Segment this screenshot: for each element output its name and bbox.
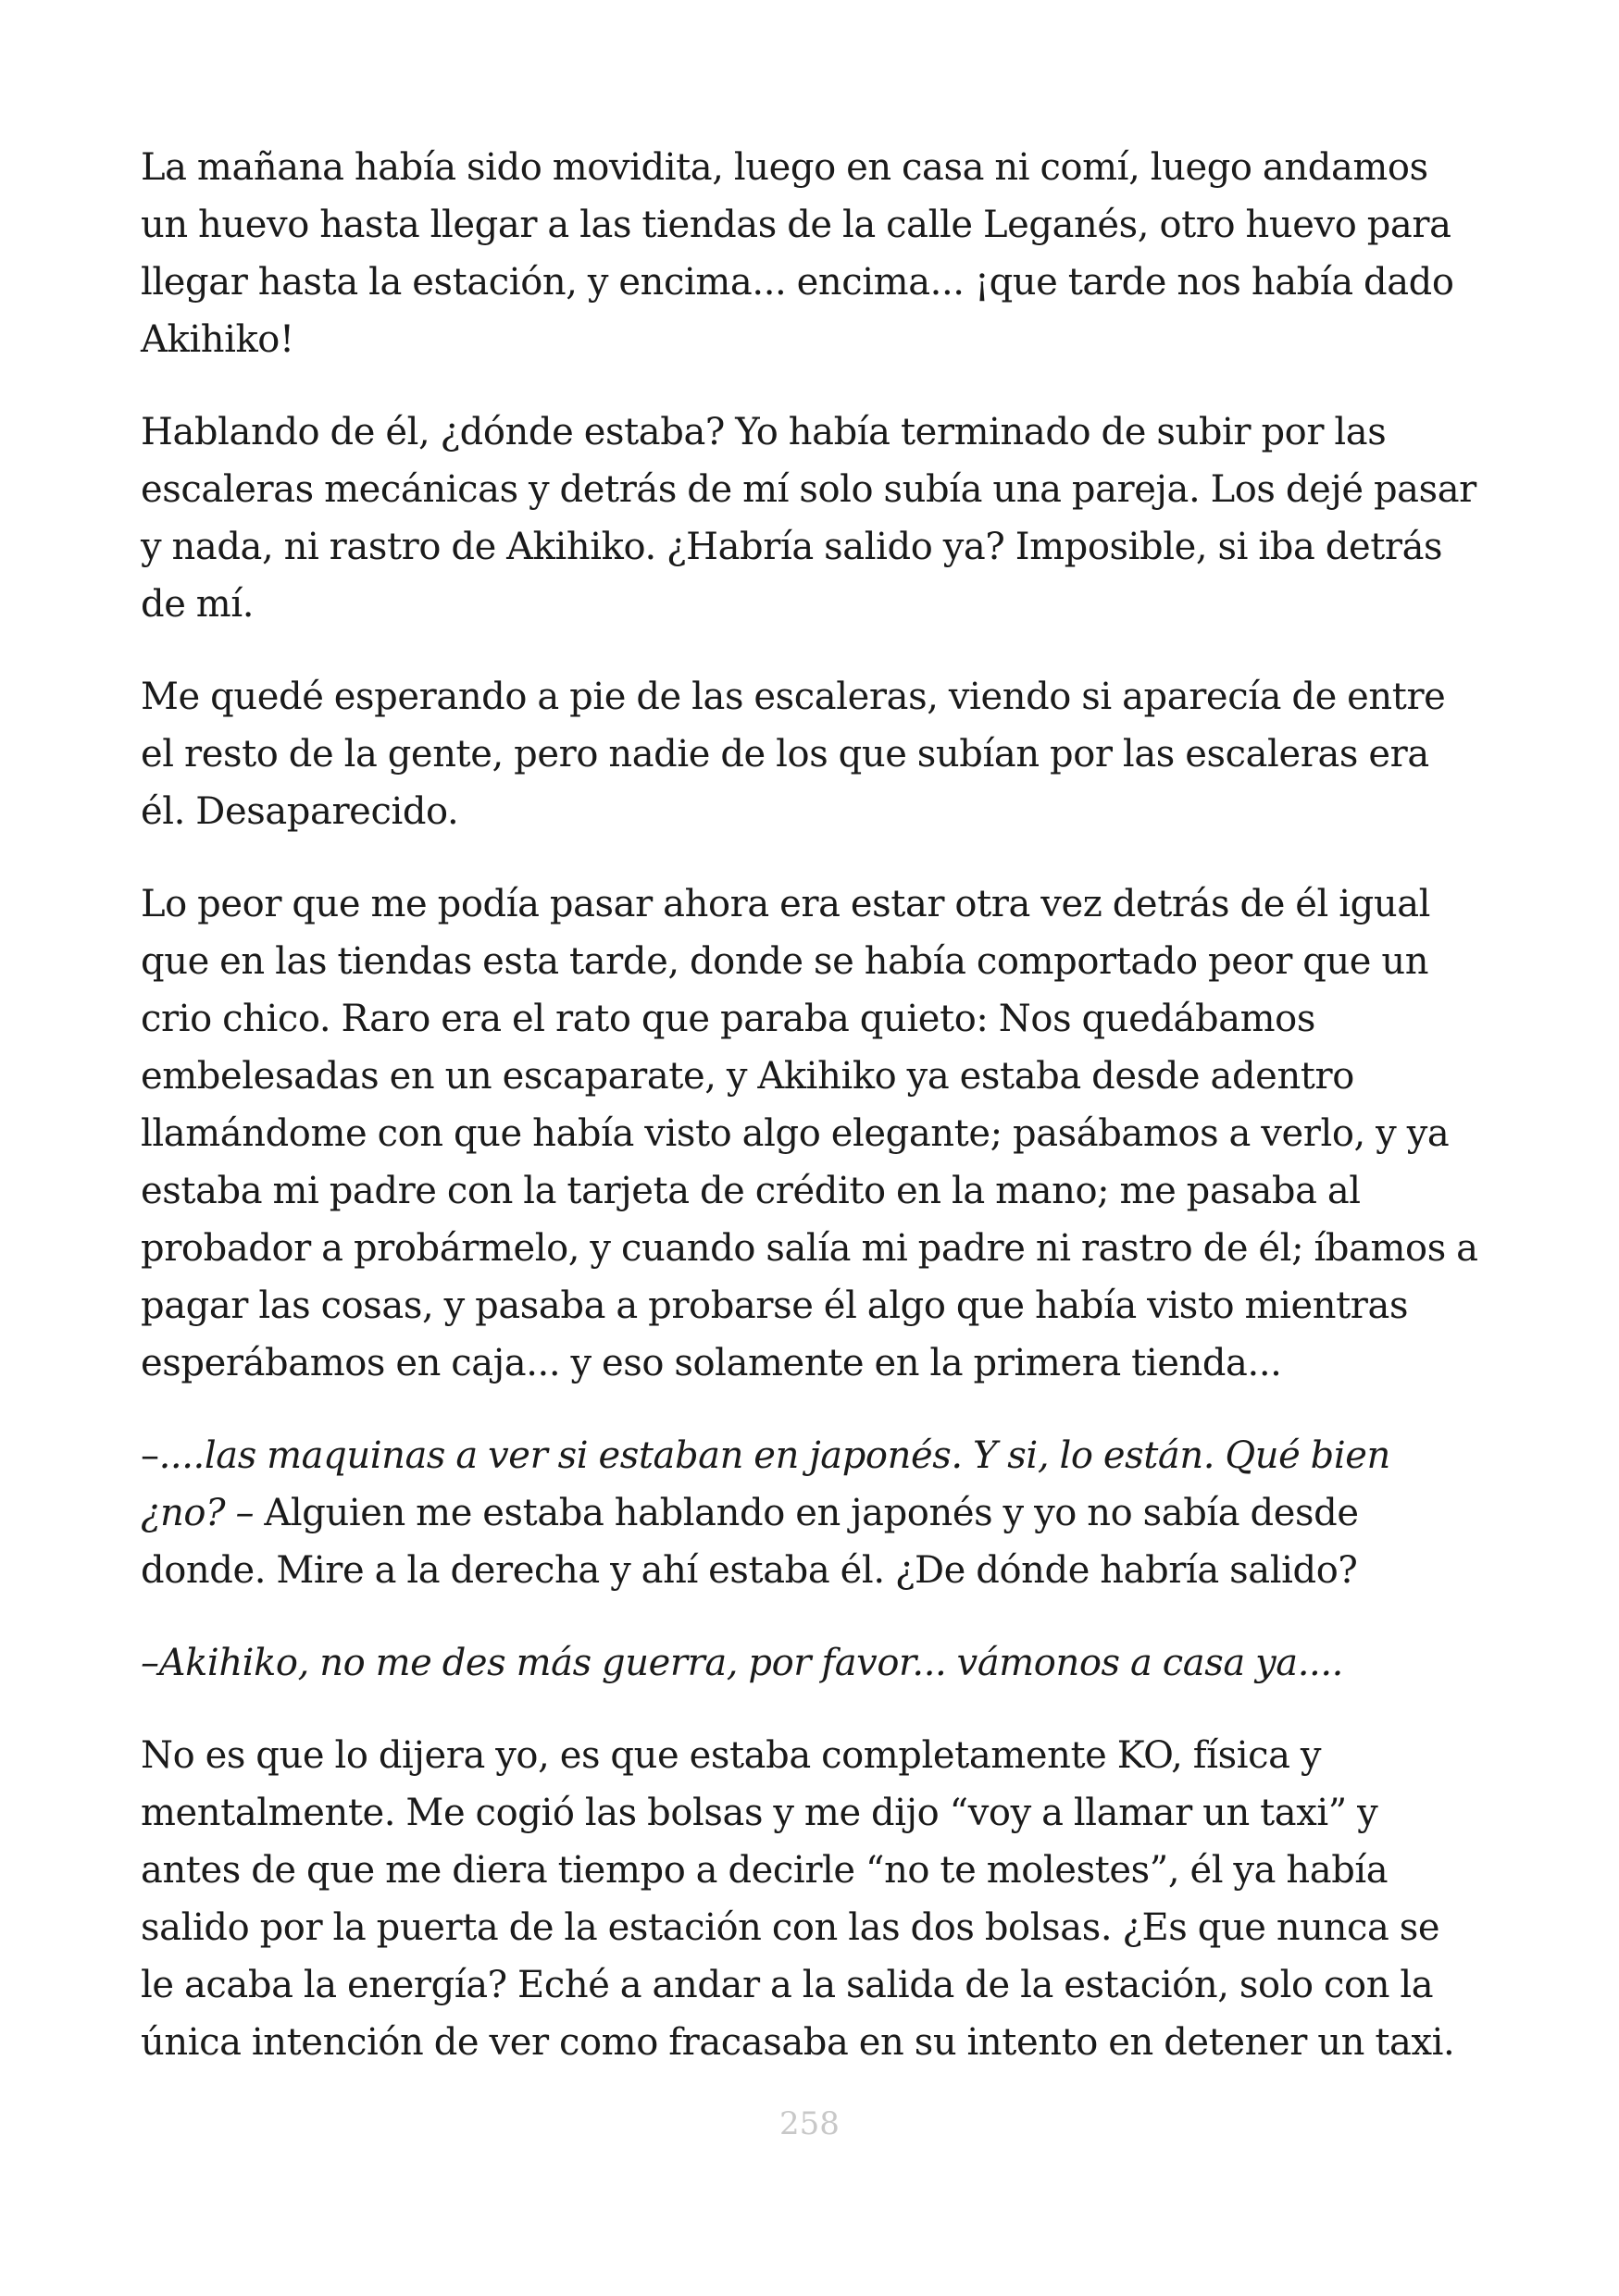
paragraph [141, 1427, 1483, 1599]
italic-dialogue-paragraph: –Akihiko, no me des más guerra, por favor... vámonos a casa ya.... [141, 1642, 1343, 1684]
page-number: 258 [779, 2105, 840, 2142]
italic-dialogue: ....las maquinas a ver si estaban en japonés. Y si, lo están. Qué bien ¿no? – [141, 1434, 1390, 1534]
paragraph-text: Alguien me estaba hablando en japonés y yo no sabía desde donde. Mire a la derecha y ahí estaba él. ¿De dónde habría salido? [141, 1492, 1359, 1592]
dialogue-dash: – [141, 1434, 159, 1477]
paragraph: La mañana había sido movidita, luego en casa ni comí, luego andamos un huevo hasta llegar a las tiendas de la calle Leganés, otro huevo para llegar hasta la estación, y encima... encima... ¡que tarde nos había dado Akihiko! [141, 146, 1454, 361]
paragraph: Lo peor que me podía pasar ahora era estar otra vez detrás de él igual que en las tiendas esta tarde, donde se había comportado peor que un crio chico. Raro era el rato que paraba quieto: Nos quedábamos embelesadas en un escaparate, y Akihiko ya estaba desde adentro llamándome con que había visto algo elegante; pasábamos a verlo, y ya estaba mi padre con la tarjeta de crédito en la mano; me pasaba al probador a probármelo, y cuando salía mi padre ni rastro de él; íbamos a pagar las cosas, y pasaba a probarse él algo que había visto mientras esperábamos en caja... y eso solamente en la primera tienda... [141, 883, 1478, 1384]
paragraph: No es que lo dijera yo, es que estaba completamente KO, física y mentalmente. Me cogió las bolsas y me dijo “voy a llamar un taxi” y antes de que me diera tiempo a decirle “no te molestes”, él ya había salido por la puerta de la estación con las dos bolsas. ¿Es que nunca se le acaba la energía? Eché a andar a la salida de la estación, solo con la única intención de ver como fracasaba en su intento en detener un taxi. [141, 1734, 1455, 2064]
body-text [141, 139, 1483, 2106]
paragraph: Me quedé esperando a pie de las escaleras, viendo si aparecía de entre el resto de la gente, pero nadie de los que subían por las escaleras era él. Desaparecido. [141, 676, 1446, 833]
paragraph: Hablando de él, ¿dónde estaba? Yo había terminado de subir por las escaleras mecánicas y detrás de mí solo subía una pareja. Los dejé pasar y nada, ni rastro de Akihiko. ¿Habría salido ya? Imposible, si iba detrás de mí. [141, 411, 1476, 626]
